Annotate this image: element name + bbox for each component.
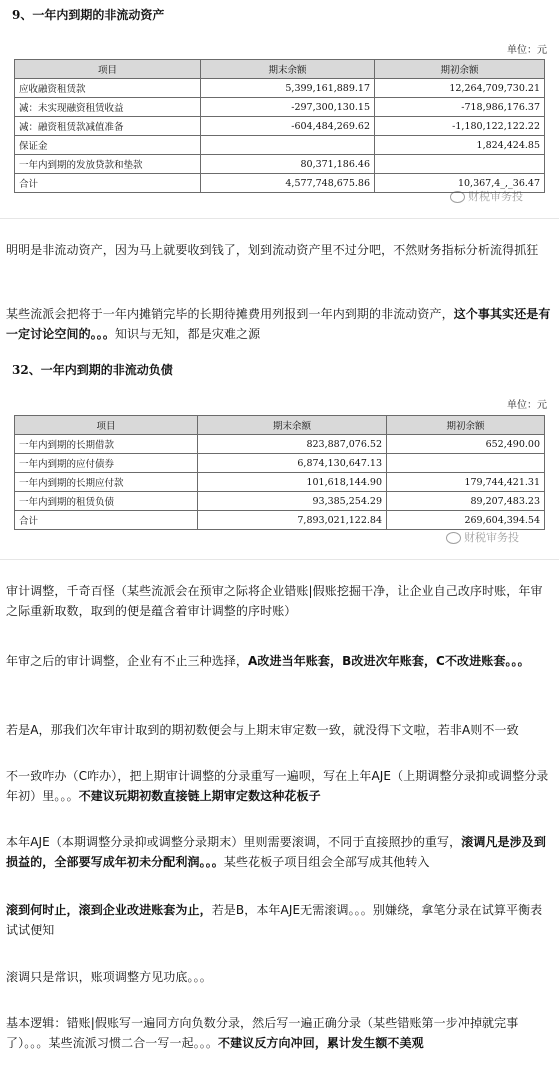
paragraph: 若是A，那我们次年审计取到的期初数便会与上期末审定数一致，就没得下文啦，若非A则不一致	[6, 723, 519, 737]
cell-begin	[375, 155, 545, 174]
text-bold: A改进当年账套，B改进次年账套，C不改进账套。。。	[248, 654, 530, 668]
cell-end: 823,887,076.52	[198, 435, 387, 454]
text-normal: 年审之后的审计调整，企业有不止三种选择，	[6, 654, 249, 668]
cell-end: 80,371,186.46	[201, 155, 375, 174]
cell-label: 一年内到期的长期应付款	[15, 473, 198, 492]
watermark	[450, 188, 523, 204]
cell-begin: 652,490.00	[387, 435, 545, 454]
paragraph	[6, 766, 554, 806]
section2-unit: 单位：元	[507, 400, 547, 411]
watermark	[446, 529, 519, 545]
cell-begin	[387, 454, 545, 473]
section1-table	[14, 59, 545, 193]
cell-end: 4,577,748,675.86	[201, 174, 375, 193]
text-normal: 某些流派会把将于一年内摊销完毕的长期待摊费用列报到一年内到期的非流动资产，	[6, 307, 454, 321]
cell-end: 93,385,254.29	[198, 492, 387, 511]
cell-end: 6,874,130,647.13	[198, 454, 387, 473]
table-row	[15, 136, 545, 155]
wechat-icon	[450, 191, 465, 203]
table-row	[15, 511, 545, 530]
section1-panel	[0, 0, 559, 219]
text-normal: 不一致咋办（C咋办），把上期审计调整的分录重写一遍呗，写在上年AJE（上期调整分录抑或调整分录年初）里。。。	[6, 769, 549, 803]
cell-begin: 89,207,483.23	[387, 492, 545, 511]
paragraph: 审计调整，千奇百怪（某些流派会在预审之际将企业错账|假账挖掘干净，让企业自己改序时账，年审之际重新取数，取到的便是蕴含着审计调整的序时账）	[6, 584, 543, 618]
table-row	[15, 117, 545, 136]
table-row	[15, 79, 545, 98]
cell-label: 保证金	[15, 136, 201, 155]
header-item: 项目	[15, 416, 198, 435]
cell-end: -297,300,130.15	[201, 98, 375, 117]
section1-title: 9、一年内到期的非流动资产	[12, 8, 165, 22]
header-item: 项目	[15, 60, 201, 79]
text-normal: 基本逻辑：错账|假账写一遍同方向负数分录，然后写一遍正确分录（某些错账第一步冲掉就完事了）。。。某些流派习惯二合一写一起。。。	[6, 1016, 519, 1050]
table-row	[15, 155, 545, 174]
text-bold: 这个事其实还是有一定讨论空间的。。。	[6, 307, 551, 341]
text-normal: 某些花板子项目组会全部写成其他转入	[223, 855, 430, 869]
paragraph: 明明是非流动资产，因为马上就要收到钱了，划到流动资产里不过分吧，不然财务指标分析流得抓狂	[6, 243, 539, 257]
cell-begin: 1,824,424.85	[375, 136, 545, 155]
table-row	[15, 454, 545, 473]
table-header-row	[15, 416, 545, 435]
cell-begin: 179,744,421.31	[387, 473, 545, 492]
text-bold: 不建议反方向冲回，累计发生额不美观	[218, 1036, 424, 1050]
table-header-row	[15, 60, 545, 79]
header-begin: 期初余额	[387, 416, 545, 435]
section2-title: 32、一年内到期的非流动负债	[12, 363, 173, 377]
cell-begin: -1,180,122,122.22	[375, 117, 545, 136]
paragraph: 滚调只是常识，账项调整方见功底。。。	[6, 970, 212, 984]
cell-begin: -718,986,176.37	[375, 98, 545, 117]
paragraph	[6, 304, 554, 344]
header-begin: 期初余额	[375, 60, 545, 79]
cell-end: 5,399,161,889.17	[201, 79, 375, 98]
cell-label: 减：未实现融资租赁收益	[15, 98, 201, 117]
cell-label: 一年内到期的长期借款	[15, 435, 198, 454]
text-normal: 知识与无知，都是灾难之源	[115, 327, 261, 341]
cell-end	[201, 136, 375, 155]
table-row	[15, 435, 545, 454]
paragraph	[6, 900, 554, 940]
cell-label: 应收融资租赁款	[15, 79, 201, 98]
header-end: 期末余额	[198, 416, 387, 435]
cell-end: -604,484,269.62	[201, 117, 375, 136]
section2-table	[14, 415, 545, 530]
table-row	[15, 98, 545, 117]
cell-end: 7,893,021,122.84	[198, 511, 387, 530]
text-normal: 若是B，本年AJE无需滚调。。。别嫌绕，拿笔分录在试算平衡表试试便知	[6, 903, 543, 937]
table-row	[15, 492, 545, 511]
cell-label: 一年内到期的发放贷款和垫款	[15, 155, 201, 174]
cell-label: 一年内到期的租赁负债	[15, 492, 198, 511]
paragraph	[6, 651, 554, 671]
section2-panel	[0, 355, 559, 560]
text-bold: 滚到何时止，滚到企业改进账套为止，	[6, 903, 212, 917]
cell-label: 合计	[15, 174, 201, 193]
section1-unit: 单位：元	[507, 45, 547, 56]
cell-label: 减：融资租赁款减值准备	[15, 117, 201, 136]
watermark-text: 财税审务投	[464, 531, 519, 544]
cell-begin: 12,264,709,730.21	[375, 79, 545, 98]
text-normal: 本年AJE（本期调整分录抑或调整分录期末）里则需要滚调，不同于直接照抄的重写，	[6, 835, 462, 849]
paragraph	[6, 832, 554, 872]
cell-begin: 269,604,394.54	[387, 511, 545, 530]
cell-label: 一年内到期的应付债券	[15, 454, 198, 473]
wechat-icon	[446, 532, 461, 544]
text-bold: 不建议玩期初数直接链上期审定数这种花板子	[78, 789, 321, 803]
cell-label: 合计	[15, 511, 198, 530]
cell-begin: 10,367,4_,_36.47	[375, 174, 545, 193]
cell-end: 101,618,144.90	[198, 473, 387, 492]
header-end: 期末余额	[201, 60, 375, 79]
paragraph	[6, 1013, 554, 1053]
text-bold: 滚调凡是涉及到损益的，全部要写成年初未分配利润。。。	[6, 835, 546, 869]
table-row	[15, 473, 545, 492]
watermark-text: 财税审务投	[468, 190, 523, 203]
